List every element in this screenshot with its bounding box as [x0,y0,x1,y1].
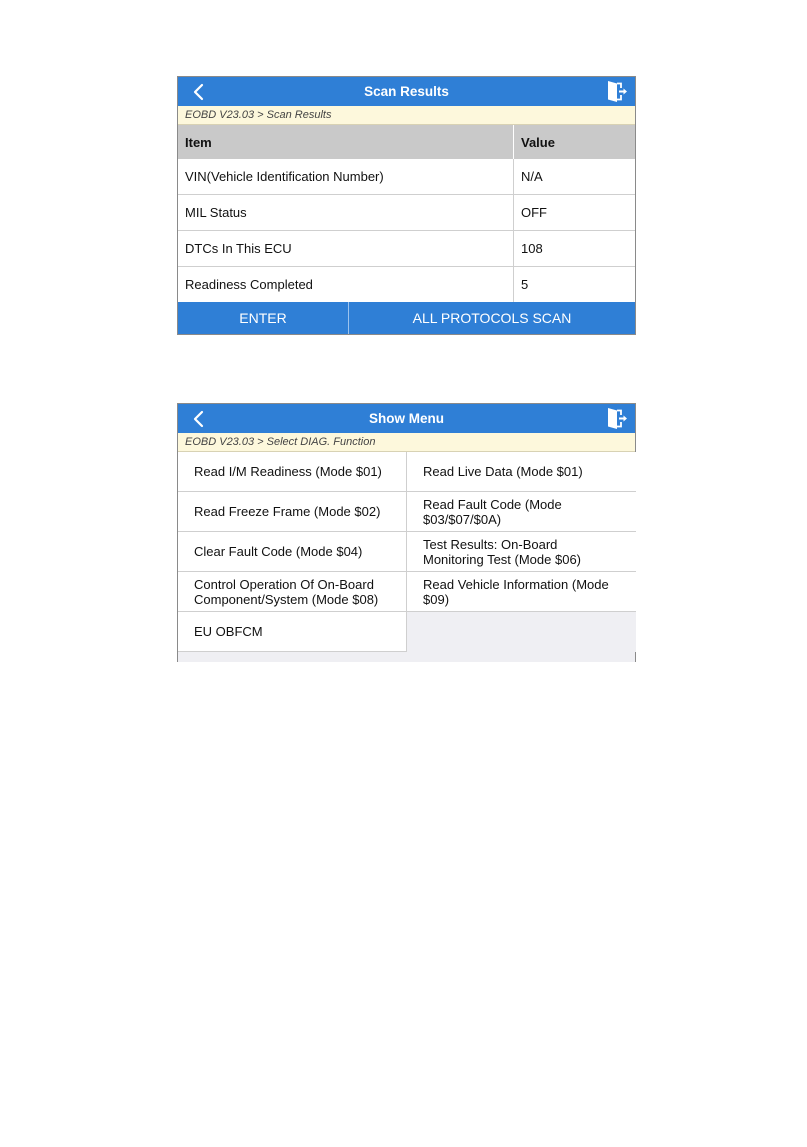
cell-value: 5 [514,267,636,303]
function-menu-grid [178,452,635,662]
page-title: Show Menu [369,411,444,426]
menu-empty-cell [407,612,636,652]
cell-value: 108 [514,231,636,267]
chevron-left-icon[interactable] [188,81,210,103]
menu-item-control-operation[interactable]: Control Operation Of On-Board Component/System (Mode $08) [178,572,407,612]
column-header-value: Value [514,125,636,159]
menu-item-clear-fault-code[interactable]: Clear Fault Code (Mode $04) [178,532,407,572]
cell-value: N/A [514,159,636,195]
menu-item-read-freeze-frame[interactable]: Read Freeze Frame (Mode $02) [178,492,407,532]
scan-results-screen [177,76,636,335]
breadcrumb: EOBD V23.03 > Scan Results [178,106,635,125]
menu-item-read-fault-code[interactable]: Read Fault Code (Mode $03/$07/$0A) [407,492,636,532]
chevron-left-icon[interactable] [188,408,210,430]
menu-item-read-vehicle-information[interactable]: Read Vehicle Information (Mode $09) [407,572,636,612]
exit-door-icon[interactable] [605,80,629,103]
title-bar [178,77,635,106]
menu-item-eu-obfcm[interactable]: EU OBFCM [178,612,407,652]
table-row[interactable] [178,267,635,303]
all-protocols-scan-button[interactable]: ALL PROTOCOLS SCAN [412,310,572,326]
column-header-item: Item [178,125,514,159]
table-row[interactable] [178,195,635,231]
cell-item: DTCs In This ECU [178,231,514,267]
cell-item: VIN(Vehicle Identification Number) [178,159,514,195]
results-table [178,125,635,303]
menu-item-test-results[interactable]: Test Results: On-Board Monitoring Test (Mode $06) [407,532,636,572]
menu-item-read-im-readiness[interactable]: Read I/M Readiness (Mode $01) [178,452,407,492]
enter-button[interactable]: ENTER [178,302,349,334]
exit-door-icon[interactable] [605,407,629,430]
cell-item: MIL Status [178,195,514,231]
menu-item-read-live-data[interactable]: Read Live Data (Mode $01) [407,452,636,492]
bottom-button-bar [178,302,635,334]
table-header-row [178,125,635,159]
table-row[interactable] [178,231,635,267]
title-bar [178,404,635,433]
table-row[interactable] [178,159,635,195]
show-menu-screen [177,403,636,662]
breadcrumb: EOBD V23.03 > Select DIAG. Function [178,433,635,452]
results-table-container[interactable] [178,125,635,292]
cell-item: Readiness Completed [178,267,514,303]
page-title: Scan Results [364,84,449,99]
cell-value: OFF [514,195,636,231]
